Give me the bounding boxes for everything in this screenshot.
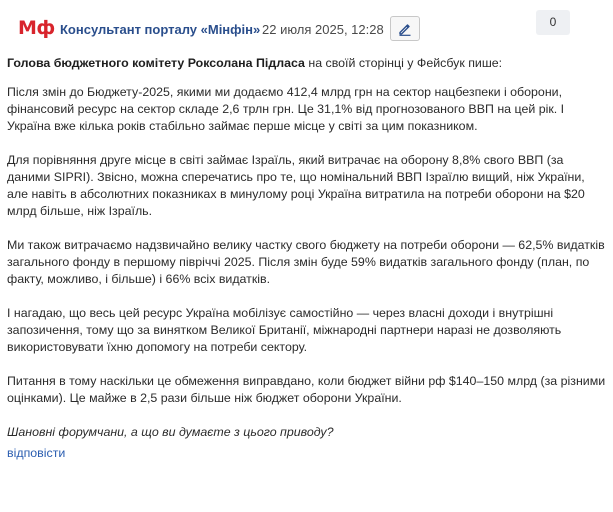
post-paragraph-1: Після змін до Бюджету-2025, якими ми додаємо 412,4 млрд грн на сектор нацбезпеки і оборони, фінансовий ресурс на сектор складе 2,6 трлн грн. Це 31,1% від прогнозованого ВВП на цей рік. І Україна вже кілька років стабільно займає перше місце у світі за цим показником.: [7, 85, 565, 133]
post-paragraph-4: І нагадаю, що весь цей ресурс Україна мобілізує самостійно — через власні доходи і внутрішні запозичення, тому що за винятком Великої Британії, міжнародні партнери наразі не дозволяють використовувати їхню допомогу на потреби сектору.: [7, 306, 562, 354]
lead-rest: на своїй сторінці у Фейсбук пише:: [304, 56, 503, 70]
post-question: Шановні форумчани, а що ви думаєте з цього приводу?: [7, 425, 334, 439]
lead-bold: Голова бюджетного комітету Роксолана Підласа: [7, 56, 305, 70]
post-lead: [7, 55, 607, 72]
post-body: [7, 55, 607, 462]
post-header: [0, 0, 613, 55]
post-date: 22 июля 2025, 12:28: [262, 22, 384, 37]
reply-link[interactable]: відповісти: [7, 446, 66, 460]
rating-counter[interactable]: 0: [536, 10, 570, 35]
post-paragraph-2: Для порівняння друге місце в світі займає Ізраїль, який витрачає на оборону 8,8% свого ВВП (за даними SIPRI). Звісно, можна сперечатись про те, що номінальний ВВП Ізраїлю вищий, ніж України, але навіть в абсолютних показниках в минулому році Україна витратила на потреби оборони на $20 млрд більше, ніж Ізраїль.: [7, 153, 585, 218]
pencil-icon: [397, 21, 413, 37]
author-name[interactable]: Консультант порталу «Мінфін»: [60, 22, 261, 37]
minfin-logo[interactable]: Мф: [18, 17, 55, 39]
post-paragraph-3: Ми також витрачаємо надзвичайно велику частку свого бюджету на потреби оборони — 62,5% видатків загального фонду в першому півріччі 2025. Після змін буде 59% видатків загального фонду (план, по факту, можливо, і більше) і 66% всіх видатків.: [7, 238, 605, 286]
post-paragraph-5: Питання в тому наскільки це обмеження виправдано, коли бюджет війни рф $140–150 млрд (за різними оцінками). Це майже в 2,5 рази більше ніж бюджет оборони України.: [7, 374, 606, 405]
edit-button[interactable]: [390, 16, 420, 41]
